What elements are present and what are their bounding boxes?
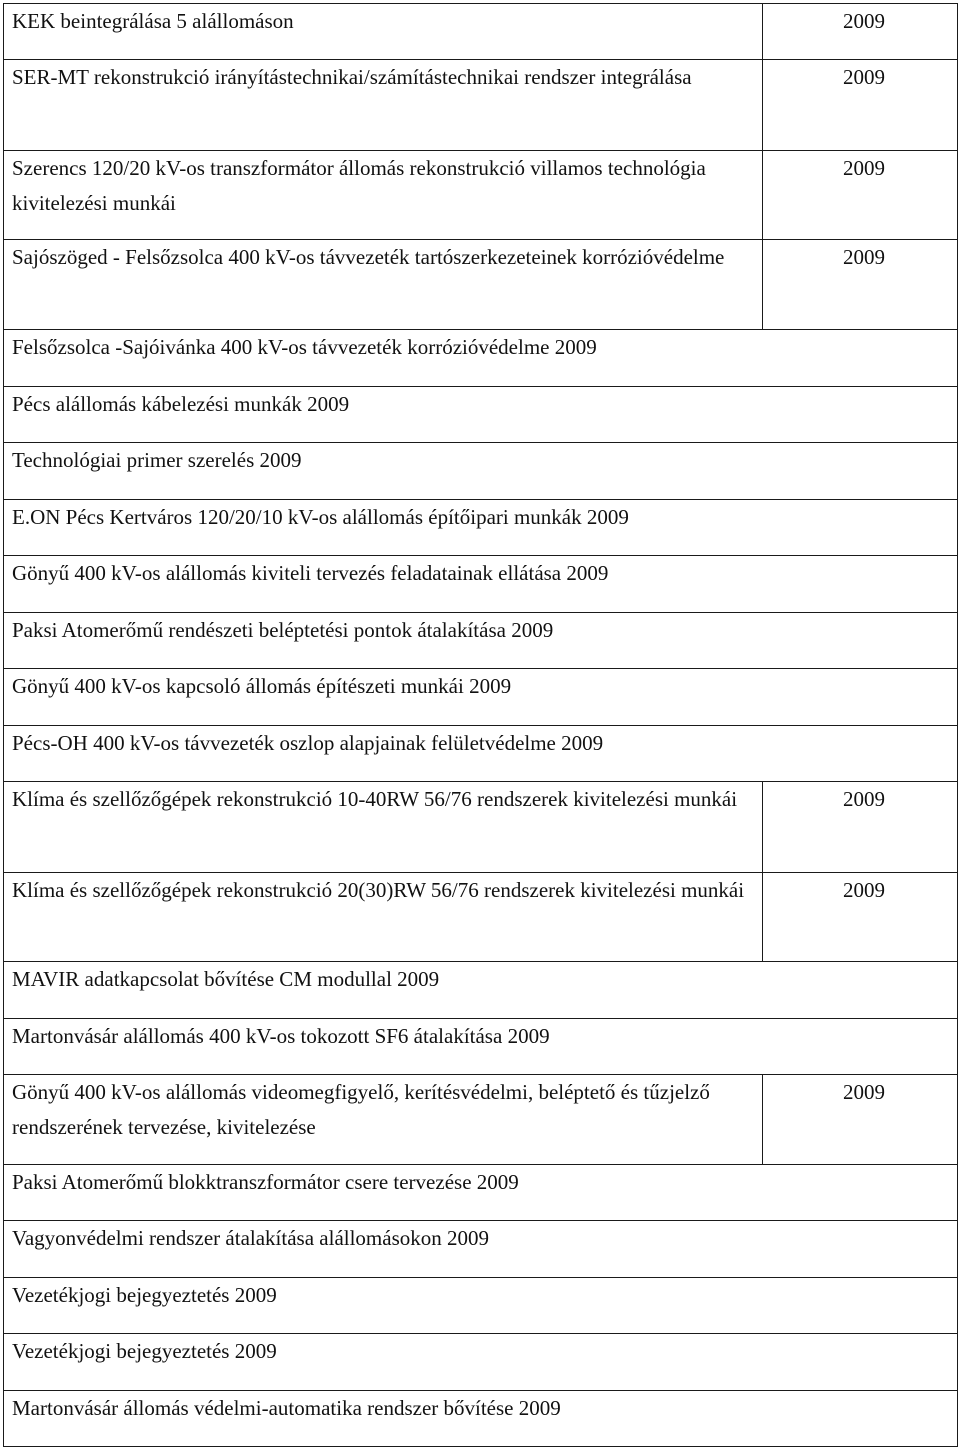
projects-table-body xyxy=(4,4,958,1447)
table-row xyxy=(4,500,958,556)
table-row xyxy=(4,4,958,60)
project-row-cell xyxy=(4,1391,958,1447)
project-row-cell xyxy=(4,1278,958,1334)
project-row-cell xyxy=(4,726,958,782)
project-row-cell xyxy=(4,1221,958,1278)
project-description: Martonvásár alállomás 400 kV-os tokozott SF6 átalakítása xyxy=(12,1024,503,1048)
project-row-cell xyxy=(4,443,958,500)
project-year: 2009 xyxy=(476,1170,519,1194)
table-row xyxy=(4,60,958,151)
project-description: Vezetékjogi bejegyeztetés xyxy=(12,1283,230,1307)
project-year: 2009 xyxy=(511,618,554,642)
project-year: 2009 xyxy=(518,1396,561,1420)
project-year: 2009 xyxy=(763,873,958,962)
project-year: 2009 xyxy=(397,967,440,991)
project-description: Klíma és szellőzőgépek rekonstrukció 20(30)RW 56/76 rendszerek kivitelezési munkái xyxy=(4,873,763,962)
table-row xyxy=(4,1165,958,1221)
project-description: Sajószöged - Felsőzsolca 400 kV-os távvezeték tartószerkezeteinek korrózióvédelme xyxy=(4,240,763,330)
project-year: 2009 xyxy=(763,240,958,330)
table-row xyxy=(4,873,958,962)
project-description: Martonvásár állomás védelmi-automatika rendszer bővítése xyxy=(12,1396,514,1420)
project-year: 2009 xyxy=(234,1283,277,1307)
project-year: 2009 xyxy=(763,782,958,873)
table-row xyxy=(4,1019,958,1075)
project-description: Gönyű 400 kV-os alállomás videomegfigyelő, kerítésvédelmi, beléptető és tűzjelző rendszerének tervezése, kivitelezése xyxy=(4,1075,763,1165)
projects-table xyxy=(3,3,958,1447)
table-row xyxy=(4,782,958,873)
project-row-cell xyxy=(4,962,958,1019)
project-description: Klíma és szellőzőgépek rekonstrukció 10-40RW 56/76 rendszerek kivitelezési munkái xyxy=(4,782,763,873)
project-description: Paksi Atomerőmű blokktranszformátor csere tervezése xyxy=(12,1170,472,1194)
project-row-cell xyxy=(4,1019,958,1075)
project-description: Vagyonvédelmi rendszer átalakítása alállomásokon xyxy=(12,1226,442,1250)
project-description: Paksi Atomerőmű rendészeti beléptetési pontok átalakítása xyxy=(12,618,506,642)
project-description: Pécs alállomás kábelezési munkák xyxy=(12,392,302,416)
table-row xyxy=(4,556,958,613)
project-description: MAVIR adatkapcsolat bővítése CM modullal xyxy=(12,967,392,991)
project-description: Szerencs 120/20 kV-os transzformátor állomás rekonstrukció villamos technológia kivitelezési munkái xyxy=(4,151,763,240)
project-description: Vezetékjogi bejegyeztetés xyxy=(12,1339,230,1363)
project-description: Gönyű 400 kV-os alállomás kiviteli tervezés feladatainak ellátása xyxy=(12,561,562,585)
project-year: 2009 xyxy=(469,674,512,698)
project-description: Gönyű 400 kV-os kapcsoló állomás építészeti munkái xyxy=(12,674,464,698)
project-year: 2009 xyxy=(763,4,958,60)
project-year: 2009 xyxy=(561,731,604,755)
project-description: KEK beintegrálása 5 alállomáson xyxy=(4,4,763,60)
project-row-cell xyxy=(4,556,958,613)
project-row-cell xyxy=(4,1334,958,1391)
project-row-cell xyxy=(4,387,958,443)
project-year: 2009 xyxy=(566,561,609,585)
table-row xyxy=(4,726,958,782)
project-year: 2009 xyxy=(554,335,597,359)
project-year: 2009 xyxy=(586,505,629,529)
project-year: 2009 xyxy=(447,1226,490,1250)
table-row xyxy=(4,1391,958,1447)
project-year: 2009 xyxy=(763,151,958,240)
project-year: 2009 xyxy=(763,1075,958,1165)
table-row xyxy=(4,613,958,669)
table-row xyxy=(4,669,958,726)
project-description: Felsőzsolca -Sajóivánka 400 kV-os távvezeték korrózióvédelme xyxy=(12,335,550,359)
project-year: 2009 xyxy=(307,392,350,416)
project-description: Technológiai primer szerelés xyxy=(12,448,255,472)
project-year: 2009 xyxy=(507,1024,550,1048)
table-row xyxy=(4,1075,958,1165)
project-description: Pécs-OH 400 kV-os távvezeték oszlop alapjainak felületvédelme xyxy=(12,731,556,755)
project-row-cell xyxy=(4,669,958,726)
project-row-cell xyxy=(4,1165,958,1221)
table-row xyxy=(4,1221,958,1278)
table-row xyxy=(4,151,958,240)
project-description: E.ON Pécs Kertváros 120/20/10 kV-os alállomás építőipari munkák xyxy=(12,505,582,529)
table-row xyxy=(4,1278,958,1334)
project-row-cell xyxy=(4,613,958,669)
table-row xyxy=(4,387,958,443)
table-row xyxy=(4,443,958,500)
project-row-cell xyxy=(4,500,958,556)
project-year: 2009 xyxy=(763,60,958,151)
project-year: 2009 xyxy=(234,1339,277,1363)
project-year: 2009 xyxy=(259,448,302,472)
project-row-cell xyxy=(4,330,958,387)
table-row xyxy=(4,962,958,1019)
project-description: SER-MT rekonstrukció irányítástechnikai/számítástechnikai rendszer integrálása xyxy=(4,60,763,151)
table-row xyxy=(4,240,958,330)
table-row xyxy=(4,1334,958,1391)
table-row xyxy=(4,330,958,387)
